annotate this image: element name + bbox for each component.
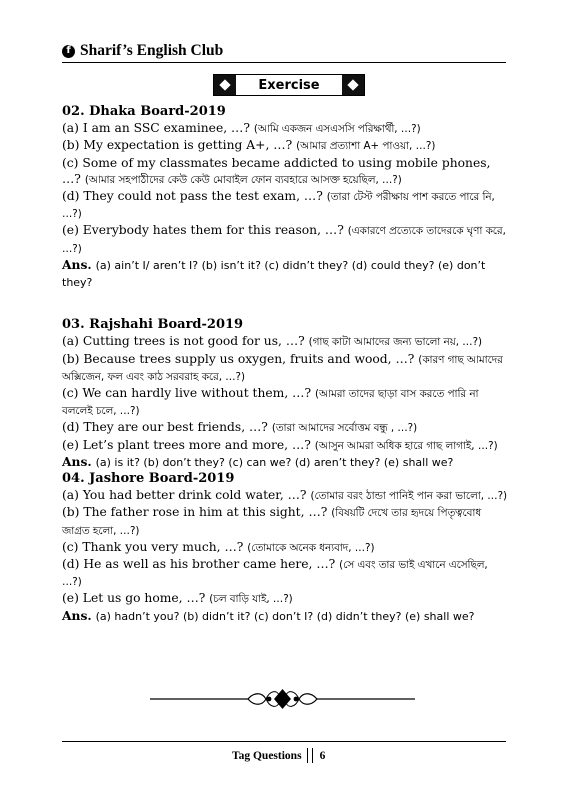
question-text: (c) Thank you very much, …?: [62, 539, 248, 554]
header-divider: [62, 62, 506, 63]
question-item: [62, 487, 508, 504]
answer-line: [62, 608, 508, 625]
question-text: (a) I am an SSC examinee, …?: [62, 121, 254, 136]
section-heading: 02. Dhaka Board-2019: [62, 104, 226, 119]
facebook-icon: f: [62, 45, 75, 58]
question-item: [62, 222, 508, 256]
question-item: [62, 556, 508, 590]
exercise-content: [62, 104, 508, 625]
question-text: (a) Cutting trees is not good for us, …?: [62, 334, 309, 349]
answer-text: (a) hadn’t you? (b) didn’t it? (c) don’t I? (d) didn’t they? (e) shall we?: [95, 609, 475, 623]
question-translation: (চল বাড়ি যাই, …?): [209, 593, 293, 606]
question-translation: (বিষয়টি দেখে তার হৃদয়ে পিতৃত্ববোধ জাগ্রত হলো, …?): [62, 507, 482, 537]
question-translation: (গাছ কাটা আমাদের জন্য ভালো নয়, …?): [308, 336, 483, 349]
question-item: [62, 437, 508, 454]
question-text: (b) My expectation is getting A+, …?: [62, 138, 297, 153]
page-footer: [232, 748, 325, 763]
question-translation: (একারণে প্রত্যেকে তাদেরকে ঘৃণা করে, …?): [62, 225, 506, 255]
answer-label: Ans.: [62, 607, 92, 623]
question-item: [62, 137, 508, 154]
question-text: (c) Some of my classmates became addicted to using mobile phones, …?: [62, 155, 491, 186]
question-text: (e) Let’s plant trees more and more, …?: [62, 437, 315, 452]
section-dhaka: [62, 104, 508, 291]
question-translation: (তোমাকে অনেক ধন্যবাদ, …?): [247, 541, 375, 554]
question-item: [62, 120, 508, 137]
question-text: (e) Let us go home, …?: [62, 591, 210, 606]
question-item: [62, 385, 508, 419]
question-text: (b) Because trees supply us oxygen, fruits and wood, …?: [62, 351, 419, 366]
ornament-divider-icon: [150, 686, 415, 712]
section-rajshahi: [62, 317, 508, 471]
section-heading: 04. Jashore Board-2019: [62, 471, 235, 487]
question-translation: (আমার সহপাঠীদের কেউ কেউ মোবাইল ফোন ব্যবহারে আসক্ত হয়েছিল, …?): [84, 173, 402, 186]
question-text: (c) We can hardly live without them, …?: [62, 386, 315, 401]
diamond-left-icon: [214, 75, 236, 95]
spacer: [62, 291, 508, 317]
question-translation: (আমরা তাদের ছাড়া বাস করতে পারি না বললেই চলে, …?): [62, 388, 479, 418]
answer-line: [62, 454, 508, 471]
brand-name: Sharif’s English Club: [80, 42, 224, 59]
footer-divider: [62, 741, 506, 742]
question-item: [62, 539, 508, 556]
answer-label: Ans.: [62, 453, 92, 469]
answer-text: (a) ain’t I/ aren’t I? (b) isn’t it? (c) didn’t they? (d) could they? (e) don’t they?: [62, 258, 486, 290]
question-item: [62, 188, 508, 222]
question-text: (a) You had better drink cold water, …?: [62, 488, 311, 503]
page-number: 6: [319, 749, 326, 762]
question-item: [62, 504, 508, 538]
question-translation: (আমার প্রত্যাশা A+ পাওয়া, …?): [296, 140, 436, 153]
question-text: (d) He as well as his brother came here, …?: [62, 557, 340, 572]
page-header: [62, 40, 506, 62]
diamond-right-icon: [342, 75, 364, 95]
question-item: [62, 590, 508, 607]
question-translation: (আমি একজন এসএসসি পরিক্ষার্থী, …?): [253, 123, 421, 136]
question-translation: (আসুন আমরা অধিক হারে গাছ লাগাই, …?): [314, 439, 498, 452]
question-text: (e) Everybody hates them for this reason, …?: [62, 223, 348, 238]
answer-label: Ans.: [62, 256, 92, 272]
question-text: (b) The father rose in him at this sight, …?: [62, 505, 332, 520]
exercise-title-box: [213, 74, 365, 96]
footer-separator: [307, 748, 313, 763]
question-item: [62, 333, 508, 350]
answer-line: [62, 257, 508, 291]
question-translation: (তারা আমাদের সর্বোত্তম বন্ধু , …?): [271, 422, 418, 435]
question-item: [62, 155, 508, 188]
exercise-title: Exercise: [258, 77, 320, 93]
question-text: (d) They are our best friends, …?: [62, 420, 272, 435]
chapter-title: Tag Questions: [232, 749, 302, 762]
question-translation: (সে এবং তার ভাই এখানে এসেছিল, …?): [62, 559, 488, 589]
section-heading: 03. Rajshahi Board-2019: [62, 317, 244, 333]
question-text: (d) They could not pass the test exam, …?: [62, 189, 327, 204]
question-translation: (তারা টেস্ট পরীক্ষায় পাশ করতে পারে নি, …?): [62, 191, 495, 221]
question-item: [62, 419, 508, 436]
question-item: [62, 351, 508, 385]
question-translation: (তোমার বরং ঠান্ডা পানিই পান করা ভালো, …?): [310, 490, 508, 503]
question-translation: (কারণ গাছ আমাদের অক্সিজেন, ফল এবং কাঠ সরবরাহ করে, …?): [62, 353, 503, 383]
answer-text: (a) is it? (b) don’t they? (c) can we? (d) aren’t they? (e) shall we?: [95, 455, 454, 469]
section-jashore: [62, 471, 508, 625]
